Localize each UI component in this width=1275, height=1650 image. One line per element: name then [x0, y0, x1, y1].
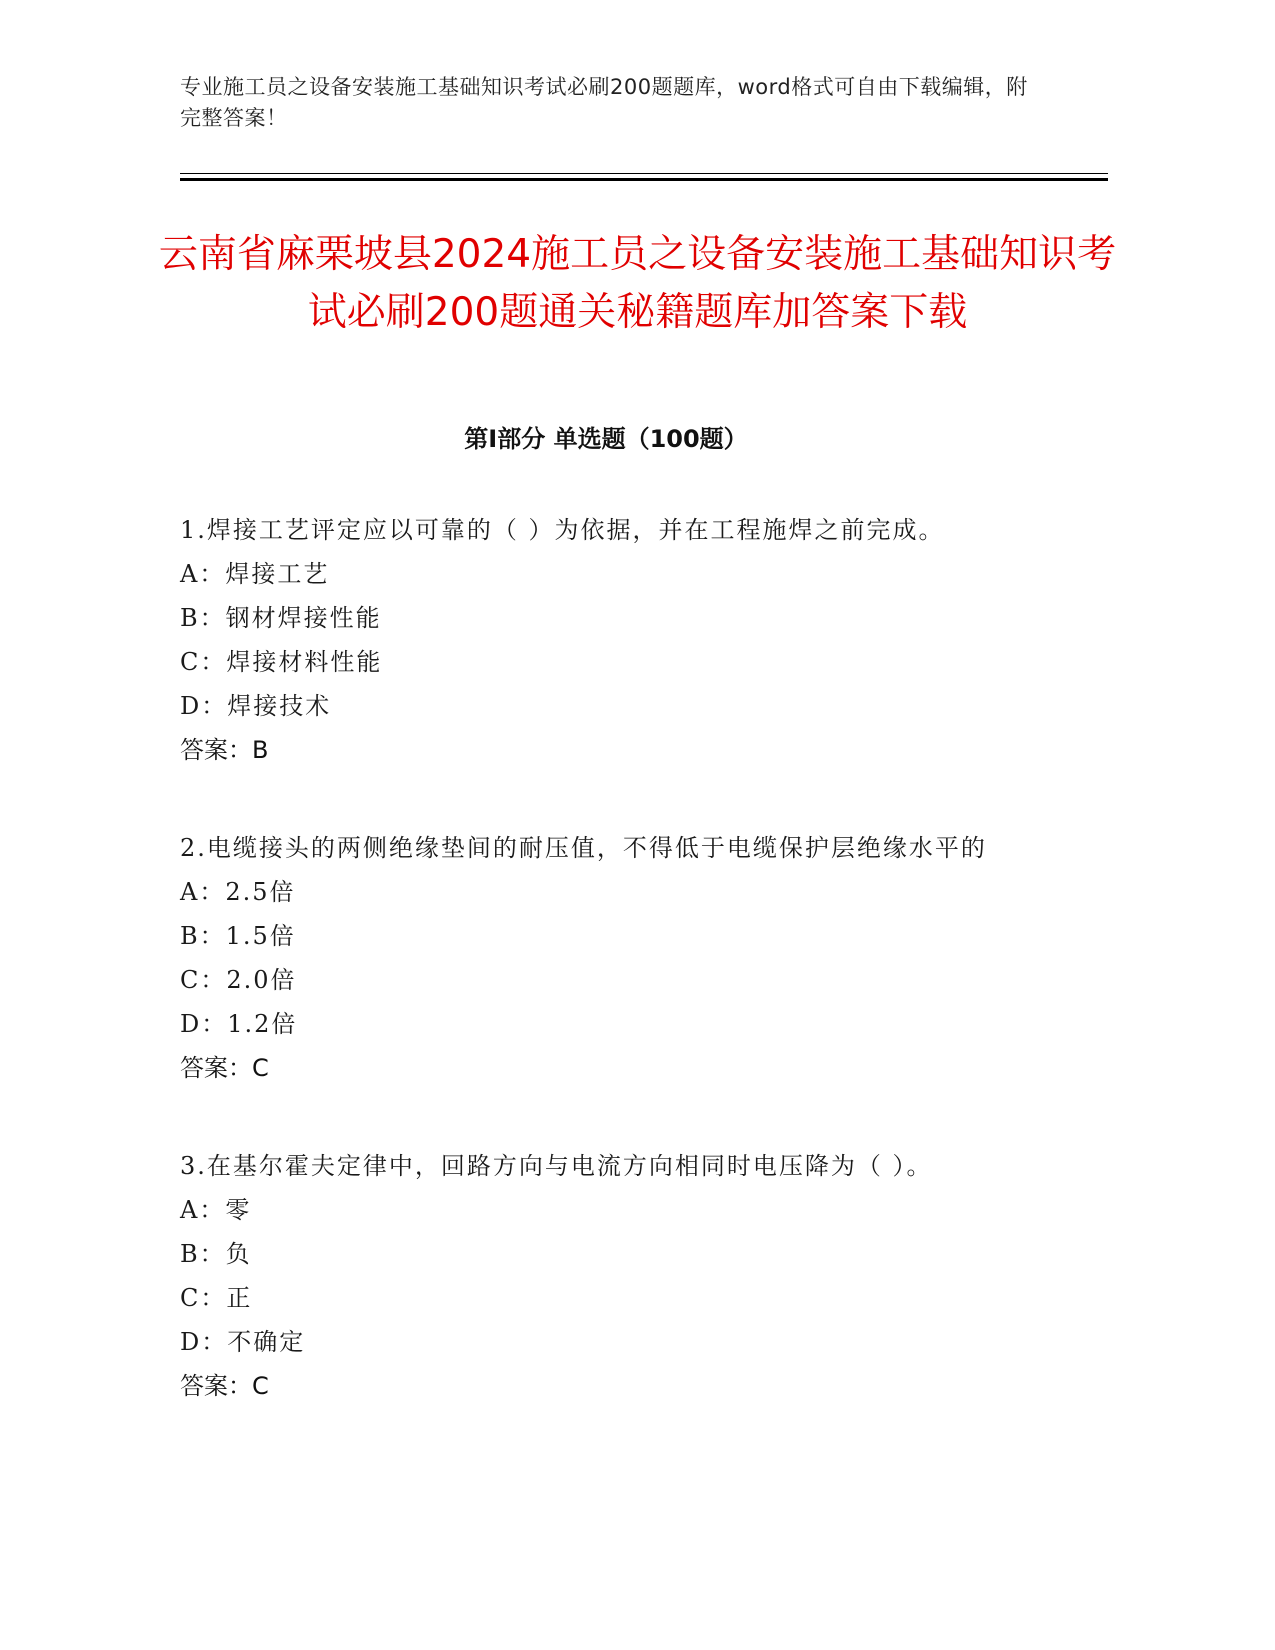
header-divider-thin — [180, 173, 1108, 174]
option-b: B：1.5倍 — [180, 922, 296, 950]
option-c: C：正 — [180, 1284, 253, 1312]
section-heading: 第Ⅰ部分 单选题（100题） — [464, 425, 748, 453]
option-a: A：2.5倍 — [180, 878, 296, 906]
question-list — [180, 508, 1040, 1462]
option-c: C：焊接材料性能 — [180, 648, 383, 676]
answer: 答案：C — [180, 1054, 269, 1082]
answer: 答案：C — [180, 1372, 269, 1400]
page-header: 专业施工员之设备安装施工基础知识考试必刷200题题库，word格式可自由下载编辑，附完整答案！ — [180, 75, 1028, 130]
question-3 — [180, 1144, 1040, 1408]
option-a: A：焊接工艺 — [180, 560, 330, 588]
question-stem: 1.焊接工艺评定应以可靠的（ ）为依据，并在工程施焊之前完成。 — [180, 516, 945, 544]
question-stem: 3.在基尔霍夫定律中，回路方向与电流方向相同时电压降为（ ）。 — [180, 1152, 933, 1180]
option-a: A：零 — [180, 1196, 252, 1224]
question-2 — [180, 826, 1040, 1090]
option-b: B：负 — [180, 1240, 252, 1268]
question-1 — [180, 508, 1040, 772]
answer: 答案：B — [180, 736, 269, 764]
option-d: D：焊接技术 — [180, 692, 332, 720]
option-c: C：2.0倍 — [180, 966, 297, 994]
document-title: 云南省麻栗坡县2024施工员之设备安装施工基础知识考试必刷200题通关秘籍题库加答案下载 — [158, 232, 1117, 335]
header-divider-thick — [180, 178, 1108, 181]
option-d: D：1.2倍 — [180, 1010, 298, 1038]
question-stem: 2.电缆接头的两侧绝缘垫间的耐压值，不得低于电缆保护层绝缘水平的 — [180, 834, 987, 862]
option-b: B：钢材焊接性能 — [180, 604, 382, 632]
option-d: D：不确定 — [180, 1328, 306, 1356]
